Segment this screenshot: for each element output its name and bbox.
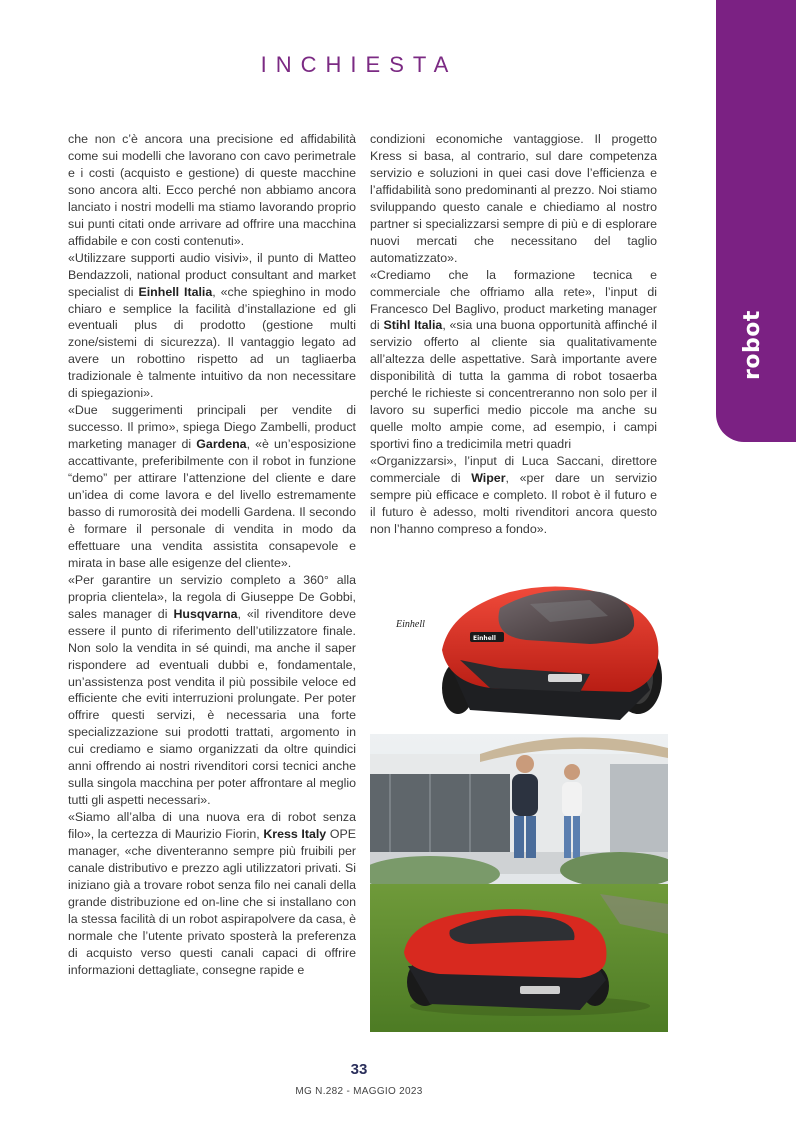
brand-name: Gardena — [196, 437, 247, 452]
garden-scene-photo — [370, 734, 668, 1032]
brand-name: Einhell Italia — [138, 284, 213, 299]
right-column — [370, 131, 657, 538]
brand-name: Husqvarna — [173, 606, 238, 621]
paragraph: «Due suggerimenti principali per vendite di successo. Il primo», spiega Diego Zambelli, product marketing manager di Gardena, «è un’esposizione accattivante, preferibilmente con il robot in funzione “demo” per attirare l’attenzione del cliente e dare un’idea di come lavora e del livello estremamente basso di rumorosità dei modelli Gardena. Il secondo è formare il personale di vendita in modo da effettuare una vendita assistita consapevole e mirata in base alle esigenze del cliente». — [68, 403, 356, 570]
paragraph: «Utilizzare supporti audio visivi», il punto di Matteo Bendazzoli, national product consultant and market specialist di Einhell Italia, «che spieghino in modo chiaro e semplice la facilità d’installazione ed gli eventuali plus di prodotto (gestione multi zone/sistemi di sicurezza). Il vantaggio legato ad avere un robottino rispetto ad un tagliaerba tradizionale è talmente intuitivo da non necessitare di spiegazioni». — [68, 250, 356, 401]
left-column — [68, 131, 356, 979]
robot-mower-product-photo — [430, 570, 668, 730]
paragraph: «Organizzarsi», l’input di Luca Saccani, direttore commerciale di Wiper, «per dare un servizio sempre più efficace e completo. Il robot è il futuro e il futuro è adesso, molti rivenditori ancora questo non l’hanno compreso a fondo». — [370, 454, 657, 536]
side-tab-label: robot — [740, 310, 765, 380]
brand-name: Wiper — [471, 471, 506, 486]
mower-logo-text: Einhell — [473, 635, 496, 642]
brand-name: Stihl Italia — [383, 318, 443, 333]
paragraph: «Siamo all’alba di una nuova era di robot senza filo», la certezza di Maurizio Fiorin, Kress Italy OPE manager, «che diventeranno sempre più fruibili per canale distributivo e prezzo agli utilizzatori privati. Si iniziano già a trovare robot senza filo nei canali della grande distribuzione ed on-line che si installano con la stessa facilità di un robot aspirapolvere da casa, è normale che l’utente privato sposterà la preferenza di acquisto verso questi canali capaci di offrire informazioni dettagliate, consegne rapide e — [68, 810, 356, 977]
paragraph: «Crediamo che la formazione tecnica e commerciale che offriamo alla rete», l’input di Francesco Del Baglivo, product marketing manager di Stihl Italia, «sia una buona opportunità affinché il servizio offerto al cliente sia qualitativamente all’altezza delle aspettative. Sarà importante avere disponibilità di tutta la gamma di robot tosaerba perché le richieste si concentreranno non solo per il lavoro su superfici medio piccole ma anche su quelle molto ampie come, ad esempio, i campi sportivi fino a tredicimila metri quadri — [370, 267, 658, 452]
paragraph: che non c’è ancora una precisione ed affidabilità come sui modelli che lavorano con cavo perimetrale e i costi (acquisto e gestione) di queste macchine sono ancora alti. Ecco perché non abbiamo ancora lanciato i nostri modelli ma stiamo lavorando proprio sui punti citati onde arrivare ad offrire una macchina affidabile e con costi contenuti». — [68, 132, 356, 248]
figure-caption: Einhell — [396, 619, 425, 630]
page-number: 33 — [350, 1061, 368, 1078]
issue-footer: MG N.282 - MAGGIO 2023 — [295, 1086, 423, 1097]
section-title: INCHIESTA — [260, 52, 458, 77]
paragraph: «Per garantire un servizio completo a 360° alla propria clientela», la regola di Giuseppe De Gobbi, sales manager di Husqvarna, «il rivenditore deve essere il punto di riferimento dell’utilizzatore finale. Non solo la vendita in sé quindi, ma anche il saper rispondere ad eventuali dubbi e, fondamentale, un’assistenza post vendita il più possibile veloce ed efficiente che eviti interruzioni prolungate. Per poter offrire questi servizi, è necessaria una forte specializzazione sui prodotti trattati, argomento in cui crediamo e siamo organizzati da oltre quindici anni offrendo ai nostri rivenditori corsi tecnici anche sulla singola macchina per poter affrontare al meglio tutti gli aspetti necessari». — [68, 572, 356, 808]
paragraph: condizioni economiche vantaggiose. Il progetto Kress si basa, al contrario, sul dare competenza servizio e soluzioni in quei casi dove l’efficienza e l’affidabilità sono predominanti al prezzo. Noi stiamo sviluppando questo canale e chiediamo al nostro partner si specializzarsi sempre di più e di esplorare nuovi mercati che necessitano del taglio automatizzato». — [370, 132, 657, 265]
brand-name: Kress Italy — [263, 827, 327, 842]
